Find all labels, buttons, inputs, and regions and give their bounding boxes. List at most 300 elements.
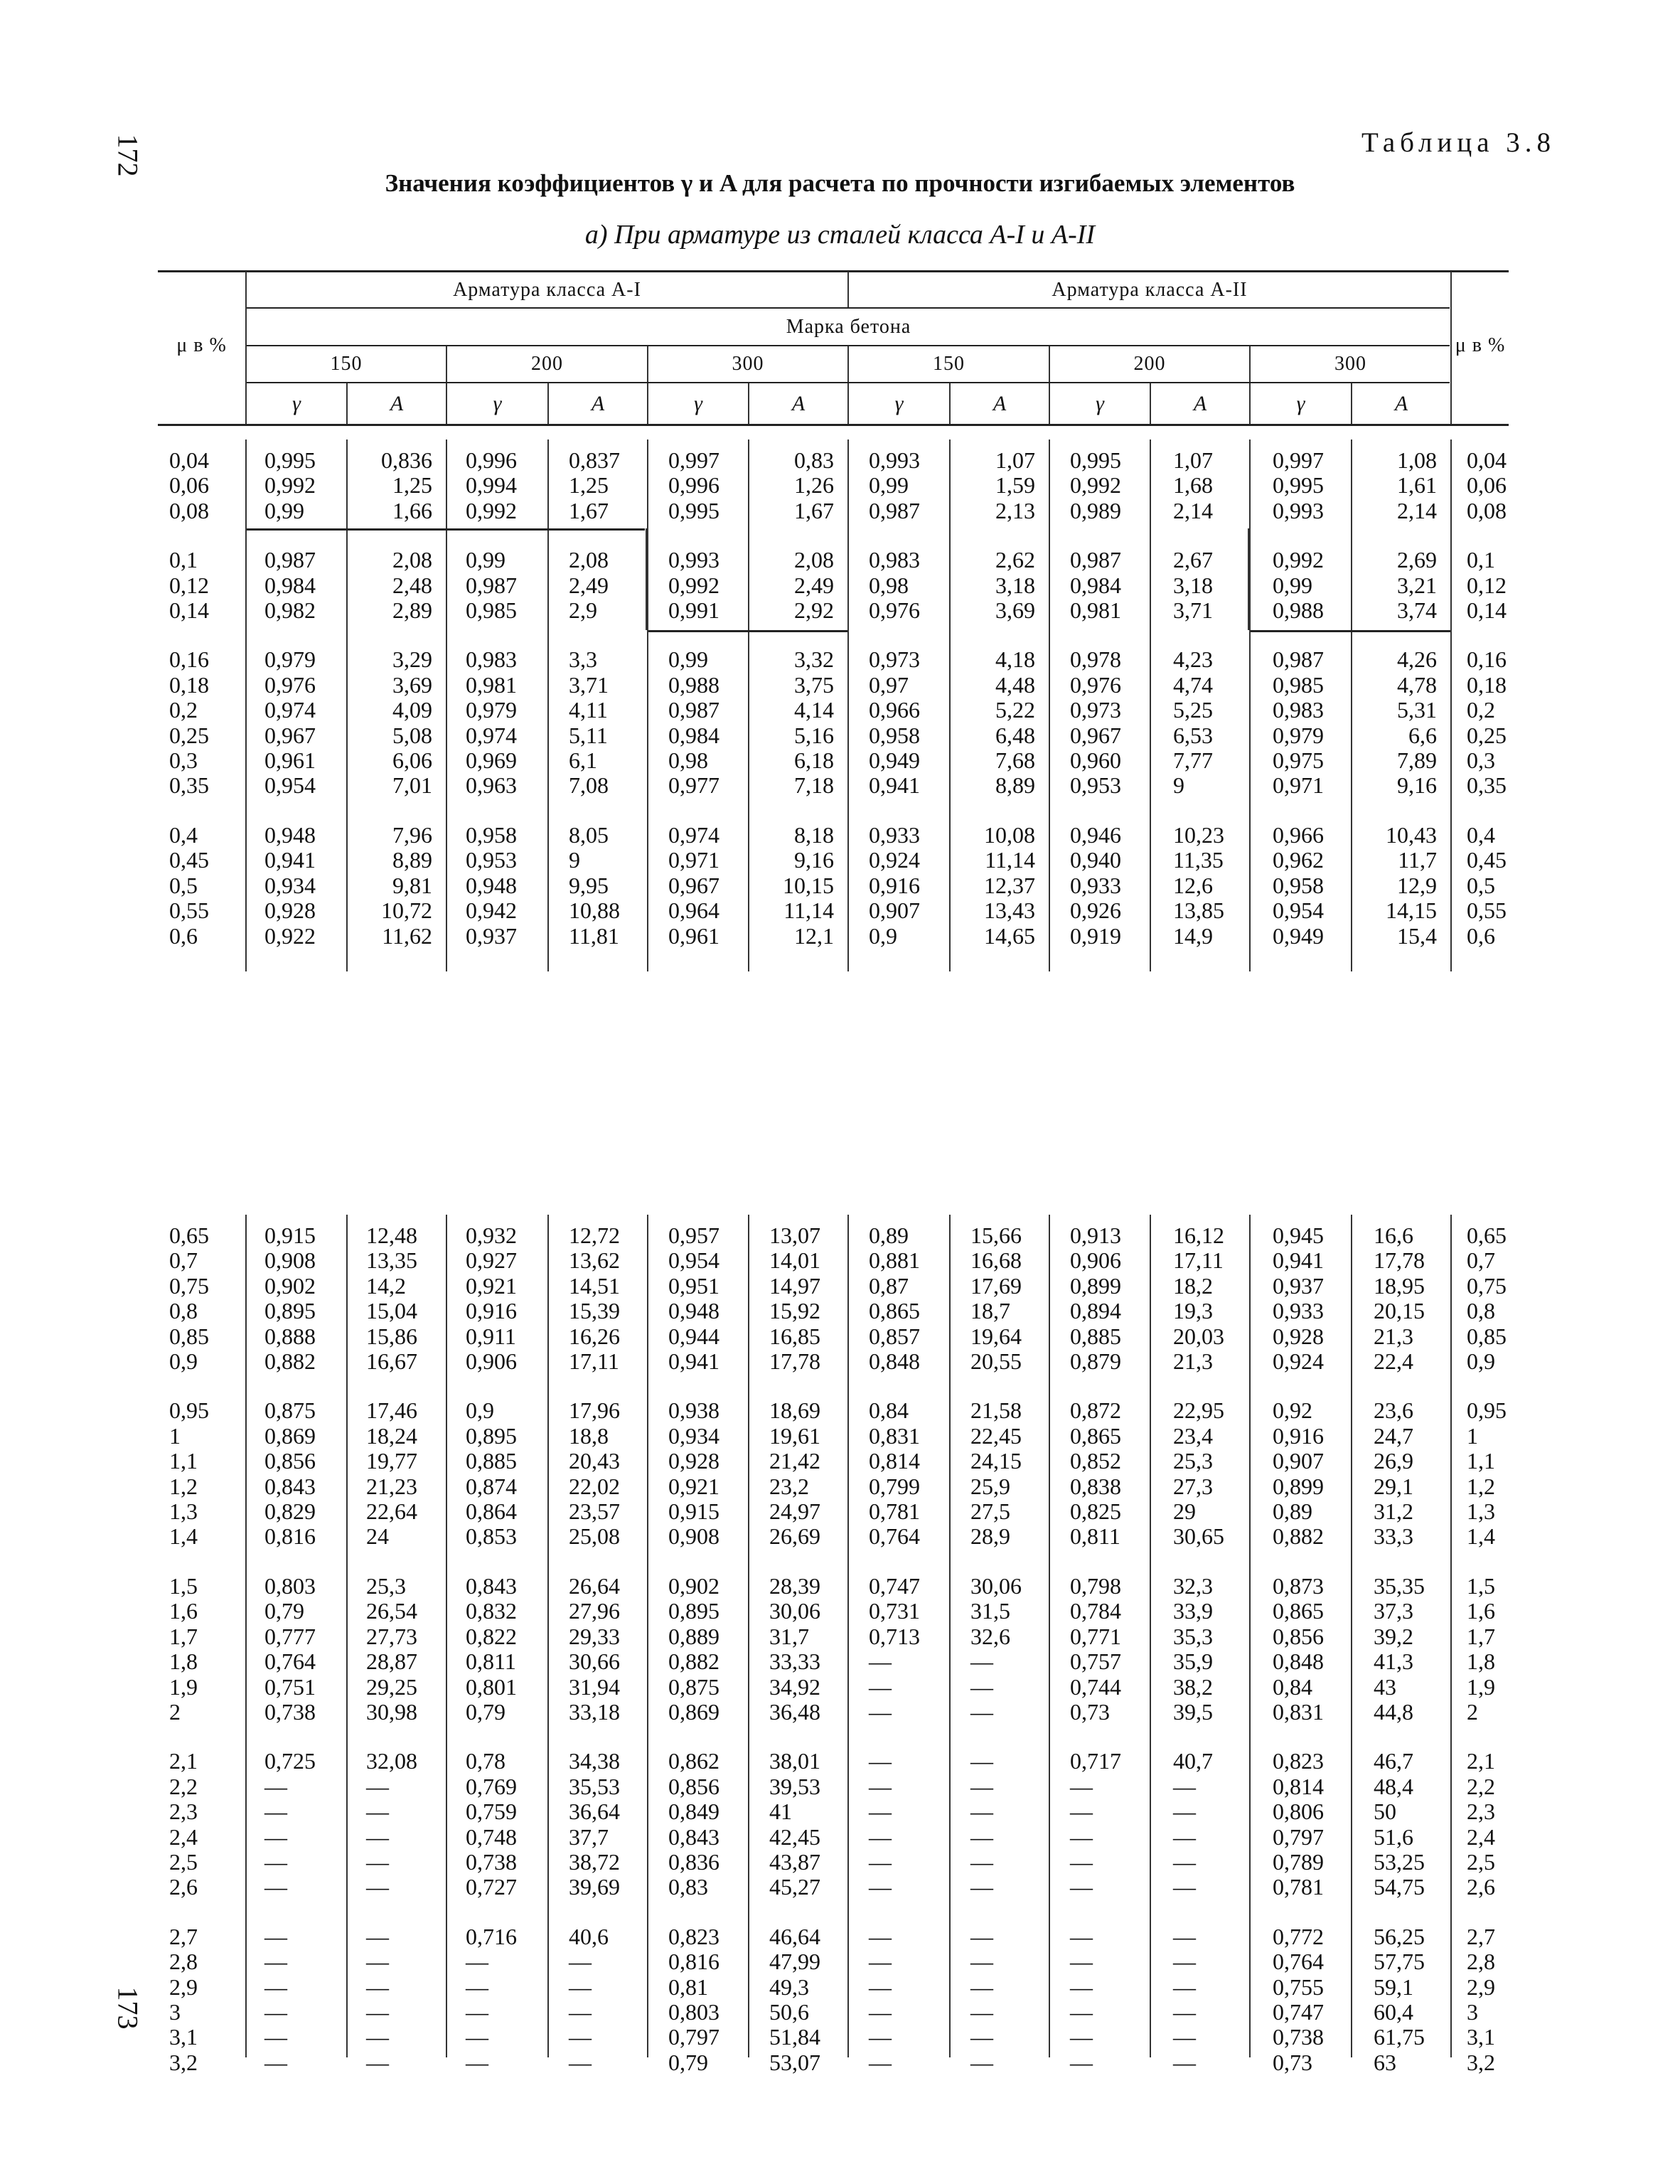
table-cell: 0,717 [1070, 1748, 1121, 1774]
table-cell: — [970, 1648, 993, 1675]
table-cell: 39,53 [769, 1773, 820, 1799]
table-cell: 2,62 [995, 547, 1035, 573]
table-cell: 2,6 [1467, 1874, 1495, 1900]
header-concrete-grade: Марка бетона [786, 316, 911, 338]
table-cell: 0,7 [1467, 1247, 1495, 1274]
table-cell: 0,801 [466, 1673, 517, 1700]
row-group [1273, 1223, 1351, 1374]
table-cell: 0,85 [1467, 1323, 1507, 1349]
table-cell: 4,18 [995, 646, 1035, 673]
table-cell: 0,92 [1273, 1397, 1312, 1424]
header-a-5: A [1193, 392, 1207, 415]
row-group [466, 1924, 544, 2075]
gamma-a2-300-bottom [1273, 1223, 1351, 2099]
table-cell: 0,992 [466, 497, 517, 523]
a-a1-150-bottom [366, 1223, 444, 2099]
table-cell: 29,25 [366, 1673, 417, 1700]
table-cell: 0,996 [466, 447, 517, 473]
table-cell: 0,25 [1467, 722, 1507, 748]
row-group [569, 1223, 643, 1374]
header-mu-right: μ в % [1455, 334, 1506, 356]
table-cell: — [869, 1923, 892, 1949]
table-cell: 1,2 [1467, 1473, 1495, 1499]
table-cell: — [869, 1973, 892, 2000]
table-cell: 16,68 [970, 1247, 1022, 1274]
table-cell: 0,971 [668, 847, 719, 873]
table-cell: 0,902 [264, 1272, 316, 1299]
table-cell: 10,08 [984, 821, 1035, 848]
table-cell: 40,7 [1173, 1748, 1213, 1774]
table-cell: 0,941 [668, 1348, 719, 1375]
table-cell: 2,3 [169, 1799, 198, 1825]
table-cell: 0,938 [668, 1397, 719, 1424]
table-cell: — [970, 1848, 993, 1875]
table-cell: — [869, 1673, 892, 1700]
table-cell: 1,2 [169, 1473, 198, 1499]
table-cell: 0,772 [1273, 1923, 1324, 1949]
table-cell: — [264, 1773, 287, 1799]
table-cell: 30,66 [569, 1648, 620, 1675]
table-cell: — [1070, 2049, 1093, 2075]
body-divider-2 [446, 440, 447, 971]
table-cell: — [366, 1923, 389, 1949]
table-cell: — [1173, 1799, 1196, 1825]
page-number-bottom: 173 [112, 1986, 144, 2030]
table-cell: 15,86 [366, 1323, 417, 1349]
table-cell: 2 [169, 1698, 181, 1725]
table-cell: 0,84 [869, 1397, 909, 1424]
table-cell: 0,973 [1070, 697, 1121, 723]
row-group [466, 1749, 544, 1900]
table-cell: 16,6 [1374, 1222, 1413, 1248]
row-group [169, 647, 240, 798]
table-cell: 9,16 [794, 847, 834, 873]
table-cell: 44,8 [1374, 1698, 1413, 1725]
row-group [869, 1223, 947, 1374]
table-cell: — [264, 1823, 287, 1850]
table-cell: 0,978 [1070, 646, 1121, 673]
a-a1-300-bottom [769, 1223, 844, 2099]
table-cell: 0,73 [1273, 2049, 1312, 2075]
row-group [1173, 1749, 1248, 1900]
table-cell: 1,5 [169, 1572, 198, 1599]
table-cell: 0,764 [1273, 1949, 1324, 1975]
a-a1-150-top [348, 448, 432, 973]
table-cell: 3,2 [169, 2049, 198, 2075]
table-cell: 11,7 [1398, 847, 1437, 873]
table-cell: 1,08 [1397, 447, 1437, 473]
row-group [668, 1749, 747, 1900]
table-cell: — [466, 1998, 488, 2025]
table-cell: 0,759 [466, 1799, 517, 1825]
table-cell: 18,8 [569, 1422, 609, 1449]
table-cell: 0,751 [264, 1673, 316, 1700]
table-cell: 0,856 [264, 1448, 316, 1474]
table-cell: 0,831 [869, 1422, 920, 1449]
table-cell: 0,1 [169, 547, 198, 573]
table-cell: 0,949 [869, 747, 920, 774]
row-group [1173, 448, 1248, 523]
table-cell: — [366, 2024, 389, 2050]
table-cell: 3,29 [392, 646, 432, 673]
row-group [1353, 548, 1437, 623]
table-cell: 13,43 [984, 897, 1035, 924]
table-cell: 0,984 [264, 572, 316, 598]
table-cell: 41,3 [1374, 1648, 1413, 1675]
table-cell: 0,831 [1273, 1698, 1324, 1725]
table-cell: 2,69 [1397, 547, 1437, 573]
table-cell: 1,07 [1173, 447, 1213, 473]
table-cell: — [1070, 1823, 1093, 1850]
row-group [970, 1924, 1045, 2075]
table-cell: 4,09 [392, 697, 432, 723]
table-cell: 24 [366, 1523, 389, 1550]
table-cell: 0,995 [1070, 447, 1121, 473]
table-cell: 3,21 [1397, 572, 1437, 598]
table-cell: 0,989 [1070, 497, 1121, 523]
row-group [750, 647, 834, 798]
table-cell: 28,9 [970, 1523, 1010, 1550]
row-group [970, 1398, 1045, 1549]
table-cell: 5,11 [569, 722, 608, 748]
table-cell: 25,08 [569, 1523, 620, 1550]
table-cell: — [869, 1773, 892, 1799]
table-cell: 0,988 [1273, 597, 1324, 624]
table-cell: 60,4 [1374, 1998, 1413, 2025]
table-cell: 0,882 [264, 1348, 316, 1375]
table-subtitle: а) При арматуре из сталей класса A-I и A-II [584, 220, 1096, 250]
row-group [1353, 823, 1437, 949]
table-cell: 31,7 [769, 1623, 809, 1649]
table-cell: 16,85 [769, 1323, 820, 1349]
table-cell: — [569, 1998, 592, 2025]
table-cell: 1,07 [995, 447, 1035, 473]
table-cell: 3,18 [1173, 572, 1213, 598]
header-grade-1: 150 [330, 353, 363, 375]
table-cell: 0,848 [869, 1348, 920, 1375]
table-cell: 0,895 [668, 1598, 719, 1624]
table-cell: 0,45 [1467, 847, 1507, 873]
row-group [264, 823, 343, 949]
table-cell: 0,35 [1467, 772, 1507, 799]
table-cell: 0,99 [1273, 572, 1312, 598]
table-cell: 0,803 [668, 1998, 719, 2025]
table-cell: 0,06 [1467, 472, 1507, 499]
table-cell: 2,2 [1467, 1773, 1495, 1799]
row-group [1173, 1924, 1248, 2075]
table-cell: 10,88 [569, 897, 620, 924]
table-cell: — [970, 1998, 993, 2025]
table-cell: 15,39 [569, 1298, 620, 1324]
header-a-1: A [390, 392, 404, 415]
table-cell: 0,996 [668, 472, 719, 499]
table-cell: 0,921 [668, 1473, 719, 1499]
row-group [169, 1398, 240, 1549]
table-cell: 57,75 [1374, 1949, 1425, 1975]
table-cell: 0,3 [1467, 747, 1495, 774]
table-cell: 0,837 [569, 447, 620, 473]
table-cell: 21,42 [769, 1448, 820, 1474]
row-group [769, 1924, 844, 2075]
table-cell: 30,06 [970, 1572, 1022, 1599]
table-cell: 0,747 [869, 1572, 920, 1599]
table-cell: 0,926 [1070, 897, 1121, 924]
row-group [466, 1223, 544, 1374]
table-cell: 0,960 [1070, 747, 1121, 774]
table-cell: 27,3 [1173, 1473, 1213, 1499]
table-cell: 0,87 [869, 1272, 909, 1299]
table-cell: 0,8 [169, 1298, 198, 1324]
table-cell: 2,3 [1467, 1799, 1495, 1825]
table-cell: 0,97 [869, 671, 909, 698]
table-cell: 0,961 [264, 747, 316, 774]
row-group [366, 1924, 444, 2075]
table-cell: — [366, 1874, 389, 1900]
table-cell: 0,16 [1467, 646, 1507, 673]
table-cell: 17,46 [366, 1397, 417, 1424]
table-cell: 23,4 [1173, 1422, 1213, 1449]
row-group [366, 1574, 444, 1725]
body-divider-6 [847, 440, 849, 971]
table-cell: 0,99 [264, 497, 304, 523]
table-cell: 0,848 [1273, 1648, 1324, 1675]
table-cell: 3,32 [794, 646, 834, 673]
table-cell: 18,7 [970, 1298, 1010, 1324]
table-cell: 20,03 [1173, 1323, 1224, 1349]
table-cell: 0,992 [1273, 547, 1324, 573]
table-cell: 0,16 [169, 646, 209, 673]
table-cell: 0,997 [1273, 447, 1324, 473]
table-cell: 0,995 [668, 497, 719, 523]
table-cell: 0,4 [169, 821, 198, 848]
table-cell: 18,2 [1173, 1272, 1213, 1299]
table-cell: 0,985 [466, 597, 517, 624]
row-group [569, 548, 643, 623]
row-group [970, 1574, 1045, 1725]
table-cell: 0,982 [264, 597, 316, 624]
table-cell: 0,889 [668, 1623, 719, 1649]
table-cell: 1,61 [1397, 472, 1437, 499]
table-cell: — [1173, 2049, 1196, 2075]
table-cell: — [1070, 1773, 1093, 1799]
row-group [1273, 1574, 1351, 1725]
table-cell: 0,928 [668, 1448, 719, 1474]
mu-right-column-top [1467, 448, 1509, 973]
table-cell: 0,14 [169, 597, 209, 624]
table-cell: 1,6 [169, 1598, 198, 1624]
table-cell: 0,987 [1273, 646, 1324, 673]
row-group [1273, 1749, 1351, 1900]
table-cell: 2,7 [1467, 1923, 1495, 1949]
table-cell: 0,921 [466, 1272, 517, 1299]
table-cell: 8,89 [995, 772, 1035, 799]
table-cell: 7,89 [1397, 747, 1437, 774]
table-cell: 18,95 [1374, 1272, 1425, 1299]
table-cell: 0,987 [466, 572, 517, 598]
table-cell: 22,45 [970, 1422, 1022, 1449]
table-cell: 43 [1374, 1673, 1396, 1700]
table-cell: 2,9 [169, 1973, 198, 2000]
row-group [750, 823, 834, 949]
body-divider-8 [1049, 440, 1050, 971]
table-cell: 0,25 [169, 722, 209, 748]
table-cell: 0,7 [169, 1247, 198, 1274]
table-cell: 0,771 [1070, 1623, 1121, 1649]
table-cell: — [366, 1823, 389, 1850]
table-cell: 1,9 [1467, 1673, 1495, 1700]
row-group [1273, 448, 1351, 523]
table-cell: 8,05 [569, 821, 609, 848]
table-cell: 1,8 [169, 1648, 198, 1675]
table-cell: 2,49 [794, 572, 834, 598]
table-cell: 6,53 [1173, 722, 1213, 748]
table-cell: 33,33 [769, 1648, 820, 1675]
table-cell: 38,72 [569, 1848, 620, 1875]
table-cell: — [569, 1949, 592, 1975]
table-cell: 0,899 [1070, 1272, 1121, 1299]
table-cell: 0,874 [466, 1473, 517, 1499]
table-cell: 0,45 [169, 847, 209, 873]
table-cell: 0,962 [1273, 847, 1324, 873]
table-cell: 26,54 [366, 1598, 417, 1624]
table-cell: — [869, 1799, 892, 1825]
table-cell: 0,908 [668, 1523, 719, 1550]
table-cell: 2,5 [169, 1848, 198, 1875]
table-cell: 41 [769, 1799, 792, 1825]
table-cell: 13,85 [1173, 897, 1224, 924]
table-cell: — [869, 2049, 892, 2075]
table-cell: 8,89 [392, 847, 432, 873]
body-divider-3 [547, 440, 549, 971]
table-cell: 0,882 [668, 1648, 719, 1675]
table-cell: 1,8 [1467, 1648, 1495, 1675]
table-cell: 0,814 [1273, 1773, 1324, 1799]
row-group [869, 1749, 947, 1900]
table-cell: 18,69 [769, 1397, 820, 1424]
table-cell: 0,731 [869, 1598, 920, 1624]
table-cell: 0,974 [264, 697, 316, 723]
row-group [869, 1924, 947, 2075]
table-cell: 37,7 [569, 1823, 609, 1850]
table-cell: 2,8 [169, 1949, 198, 1975]
row-group [1070, 1574, 1148, 1725]
table-cell: 35,53 [569, 1773, 620, 1799]
table-label: Таблица 3.8 [1361, 127, 1556, 158]
row-group [869, 647, 947, 798]
row-group [169, 548, 240, 623]
table-cell: 0,928 [1273, 1323, 1324, 1349]
table-cell: 1,68 [1173, 472, 1213, 499]
table-cell: 0,857 [869, 1323, 920, 1349]
table-cell: 14,51 [569, 1272, 620, 1299]
row-group [1173, 647, 1248, 798]
row-group [668, 1574, 747, 1725]
table-cell: 0,83 [668, 1874, 708, 1900]
row-group [1353, 448, 1437, 523]
header-gamma-6: γ [1296, 392, 1305, 415]
table-cell: 7,18 [794, 772, 834, 799]
row-group [668, 448, 747, 523]
table-cell: — [970, 1748, 993, 1774]
row-group [1070, 1924, 1148, 2075]
table-cell: 50,6 [769, 1998, 809, 2025]
row-group [668, 823, 747, 949]
table-cell: — [366, 1799, 389, 1825]
row-group [951, 823, 1035, 949]
table-cell: 32,08 [366, 1748, 417, 1774]
table-cell: — [970, 2024, 993, 2050]
row-group [569, 1398, 643, 1549]
table-cell: 0,919 [1070, 922, 1121, 949]
table-cell: 14,9 [1173, 922, 1213, 949]
table-cell: 0,89 [869, 1222, 909, 1248]
table-cell: 0,888 [264, 1323, 316, 1349]
gamma-a2-150-top [869, 448, 947, 973]
table-cell: 0,976 [264, 671, 316, 698]
table-cell: 0,713 [869, 1623, 920, 1649]
a-a1-300-top [750, 448, 834, 973]
table-cell: — [869, 1848, 892, 1875]
table-cell: 0,65 [1467, 1222, 1507, 1248]
row-group [1273, 823, 1351, 949]
table-cell: 0,99 [869, 472, 909, 499]
table-cell: 51,6 [1374, 1823, 1413, 1850]
table-cell: 0,5 [1467, 872, 1495, 898]
row-group [769, 1223, 844, 1374]
table-cell: — [264, 1923, 287, 1949]
table-cell: 21,3 [1374, 1323, 1413, 1349]
table-cell: 23,6 [1374, 1397, 1413, 1424]
table-cell: 0,862 [668, 1748, 719, 1774]
table-cell: 0,18 [1467, 671, 1507, 698]
row-group [1173, 1223, 1248, 1374]
table-cell: 0,958 [869, 722, 920, 748]
table-cell: 0,856 [668, 1773, 719, 1799]
table-cell: 14,97 [769, 1272, 820, 1299]
table-cell: — [869, 1648, 892, 1675]
table-cell: 0,875 [264, 1397, 316, 1424]
row-group [569, 448, 643, 523]
table-cell: 0,811 [1070, 1523, 1120, 1550]
table-cell: 0,958 [466, 821, 517, 848]
table-cell: 0,922 [264, 922, 316, 949]
table-cell: — [1173, 1949, 1196, 1975]
row-group [1070, 647, 1148, 798]
table-cell: 1,6 [1467, 1598, 1495, 1624]
table-cell: 27,96 [569, 1598, 620, 1624]
table-cell: 0,856 [1273, 1623, 1324, 1649]
table-cell: — [869, 1998, 892, 2025]
body2-divider-11 [1351, 1215, 1352, 2057]
table-cell: 40,6 [569, 1923, 609, 1949]
table-cell: 20,43 [569, 1448, 620, 1474]
row-group [1173, 1398, 1248, 1549]
row-group [169, 448, 240, 523]
table-cell: 0,940 [1070, 847, 1121, 873]
table-cell: 14,15 [1386, 897, 1437, 924]
table-cell: 0,727 [466, 1874, 517, 1900]
table-cell: 21,3 [1173, 1348, 1213, 1375]
table-cell: 5,31 [1397, 697, 1437, 723]
table-cell: 25,3 [1173, 1448, 1213, 1474]
table-cell: 2,49 [569, 572, 609, 598]
table-cell: — [569, 1973, 592, 2000]
table-cell: 0,825 [1070, 1498, 1121, 1525]
table-cell: 0,6 [1467, 922, 1495, 949]
table-cell: — [1070, 1973, 1093, 2000]
row-group [169, 1223, 240, 1374]
table-cell: 3,2 [1467, 2049, 1495, 2075]
